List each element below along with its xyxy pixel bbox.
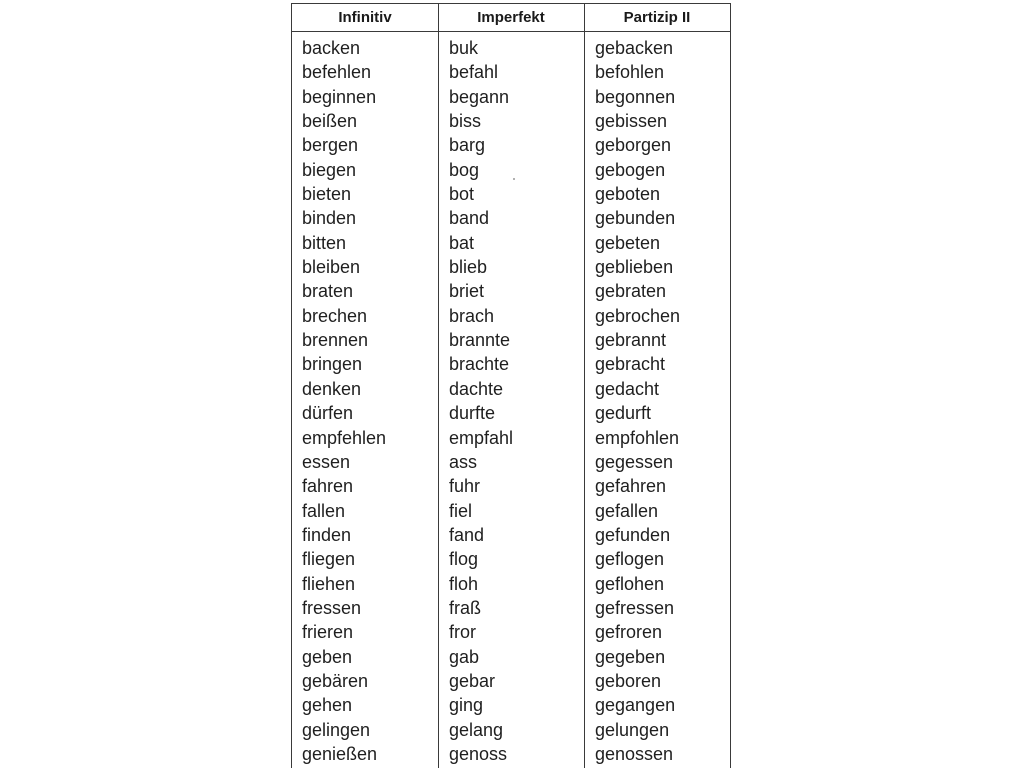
cell-imperfekt: begann xyxy=(449,86,510,107)
cell-imperfekt: barg xyxy=(449,135,486,156)
cell-infinitiv: frieren xyxy=(302,622,354,643)
cell-infinitiv: geben xyxy=(302,646,353,667)
cell-imperfekt: gab xyxy=(449,646,480,667)
table-row xyxy=(292,158,730,182)
cell-imperfekt: gebar xyxy=(449,670,496,691)
cell-infinitiv: fliegen xyxy=(302,549,356,570)
cell-imperfekt: band xyxy=(449,208,490,229)
table-row xyxy=(292,669,730,693)
cell-partizip: gegessen xyxy=(595,451,674,472)
cell-imperfekt: befahl xyxy=(449,62,499,83)
cell-partizip: geboten xyxy=(595,184,661,205)
table-row xyxy=(292,60,730,84)
cell-imperfekt: gelang xyxy=(449,719,504,740)
cell-partizip: gebeten xyxy=(595,232,661,253)
cell-partizip: gebraten xyxy=(595,281,667,302)
scan-speck xyxy=(513,178,515,180)
cell-imperfekt: genoss xyxy=(449,743,508,764)
header-separator xyxy=(292,31,730,32)
cell-infinitiv: bergen xyxy=(302,135,359,156)
cell-imperfekt: fiel xyxy=(449,500,473,521)
cell-infinitiv: beginnen xyxy=(302,86,377,107)
table-row xyxy=(292,352,730,376)
cell-partizip: gedurft xyxy=(595,403,652,424)
cell-partizip: gelungen xyxy=(595,719,670,740)
cell-partizip: gebunden xyxy=(595,208,676,229)
table-row xyxy=(292,693,730,717)
cell-partizip: gebogen xyxy=(595,159,666,180)
cell-partizip: gebrannt xyxy=(595,330,667,351)
cell-imperfekt: brach xyxy=(449,305,495,326)
cell-imperfekt: fraß xyxy=(449,597,482,618)
cell-partizip: gebrochen xyxy=(595,305,681,326)
table-row xyxy=(292,401,730,425)
cell-infinitiv: bleiben xyxy=(302,257,361,278)
table-row xyxy=(292,377,730,401)
table-row xyxy=(292,85,730,109)
cell-infinitiv: gehen xyxy=(302,695,353,716)
cell-infinitiv: befehlen xyxy=(302,62,372,83)
cell-infinitiv: backen xyxy=(302,38,361,58)
table-row xyxy=(292,450,730,474)
table-row xyxy=(292,182,730,206)
cell-infinitiv: brennen xyxy=(302,330,369,351)
table-header xyxy=(292,4,730,31)
cell-infinitiv: beißen xyxy=(302,111,358,132)
cell-imperfekt: flog xyxy=(449,549,479,570)
cell-infinitiv: fressen xyxy=(302,597,362,618)
cell-infinitiv: essen xyxy=(302,451,351,472)
table-row xyxy=(292,499,730,523)
cell-partizip: geborgen xyxy=(595,135,672,156)
cell-imperfekt: brannte xyxy=(449,330,511,351)
table-row xyxy=(292,133,730,157)
cell-infinitiv: brechen xyxy=(302,305,368,326)
cell-imperfekt: fand xyxy=(449,524,485,545)
cell-partizip: gefallen xyxy=(595,500,659,521)
cell-imperfekt: floh xyxy=(449,573,479,594)
cell-partizip: gebacken xyxy=(595,38,674,58)
cell-partizip: befohlen xyxy=(595,62,665,83)
cell-infinitiv: dürfen xyxy=(302,403,354,424)
cell-imperfekt: bog xyxy=(449,159,480,180)
cell-imperfekt: brachte xyxy=(449,354,510,375)
cell-infinitiv: fliehen xyxy=(302,573,356,594)
verb-conjugation-table xyxy=(291,3,731,768)
table-body xyxy=(292,36,730,766)
table-row xyxy=(292,474,730,498)
cell-partizip: gebissen xyxy=(595,111,668,132)
cell-partizip: geblieben xyxy=(595,257,674,278)
cell-imperfekt: buk xyxy=(449,38,479,58)
cell-partizip: gegeben xyxy=(595,646,666,667)
cell-infinitiv: braten xyxy=(302,281,354,302)
cell-imperfekt: biss xyxy=(449,111,482,132)
table-row xyxy=(292,328,730,352)
cell-infinitiv: bringen xyxy=(302,354,363,375)
cell-imperfekt: fuhr xyxy=(449,476,481,497)
cell-infinitiv: gelingen xyxy=(302,719,371,740)
header-partizip: Partizip II xyxy=(623,9,691,26)
table-row xyxy=(292,231,730,255)
cell-infinitiv: fallen xyxy=(302,500,346,521)
cell-partizip: geflogen xyxy=(595,549,665,570)
cell-imperfekt: blieb xyxy=(449,257,488,278)
table-row xyxy=(292,645,730,669)
table-row xyxy=(292,206,730,230)
cell-infinitiv: denken xyxy=(302,378,362,399)
cell-imperfekt: ass xyxy=(449,451,478,472)
table-row xyxy=(292,109,730,133)
table-row xyxy=(292,523,730,547)
cell-infinitiv: fahren xyxy=(302,476,354,497)
cell-infinitiv: finden xyxy=(302,524,352,545)
cell-infinitiv: gebären xyxy=(302,670,369,691)
header-imperfekt: Imperfekt xyxy=(477,9,545,26)
cell-imperfekt: empfahl xyxy=(449,427,514,448)
cell-partizip: gefunden xyxy=(595,524,671,545)
cell-infinitiv: binden xyxy=(302,208,357,229)
table-row xyxy=(292,36,730,60)
cell-partizip: gefahren xyxy=(595,476,667,497)
cell-imperfekt: fror xyxy=(449,622,476,643)
table-row xyxy=(292,742,730,766)
cell-partizip: gedacht xyxy=(595,378,660,399)
cell-partizip: gefressen xyxy=(595,597,675,618)
table-row xyxy=(292,596,730,620)
cell-imperfekt: briet xyxy=(449,281,485,302)
table-row xyxy=(292,718,730,742)
cell-imperfekt: bot xyxy=(449,184,475,205)
table-row xyxy=(292,547,730,571)
cell-infinitiv: genießen xyxy=(302,743,378,764)
cell-imperfekt: ging xyxy=(449,695,484,716)
cell-partizip: genossen xyxy=(595,743,674,764)
header-infinitiv: Infinitiv xyxy=(338,9,392,26)
cell-infinitiv: empfehlen xyxy=(302,427,387,448)
cell-partizip: geflohen xyxy=(595,573,665,594)
table-row xyxy=(292,426,730,450)
table-row xyxy=(292,255,730,279)
cell-imperfekt: durfte xyxy=(449,403,496,424)
cell-infinitiv: bitten xyxy=(302,232,347,253)
cell-partizip: gebracht xyxy=(595,354,666,375)
cell-imperfekt: bat xyxy=(449,232,475,253)
cell-partizip: begonnen xyxy=(595,86,676,107)
cell-imperfekt: dachte xyxy=(449,378,504,399)
table-row xyxy=(292,572,730,596)
cell-infinitiv: bieten xyxy=(302,184,352,205)
cell-partizip: empfohlen xyxy=(595,427,680,448)
cell-partizip: geboren xyxy=(595,670,662,691)
cell-infinitiv: biegen xyxy=(302,159,357,180)
cell-partizip: gefroren xyxy=(595,622,663,643)
cell-partizip: gegangen xyxy=(595,695,676,716)
table-row xyxy=(292,620,730,644)
table-row xyxy=(292,304,730,328)
table-row xyxy=(292,279,730,303)
